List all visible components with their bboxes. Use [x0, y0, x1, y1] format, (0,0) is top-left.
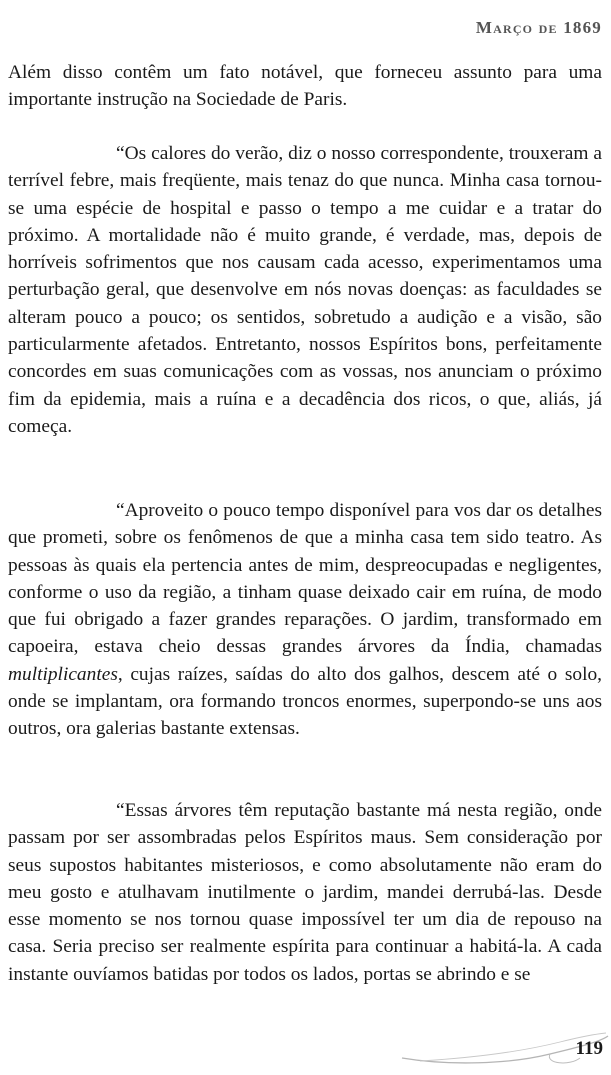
- paragraph-4: [8, 797, 602, 988]
- paragraph-2-text: “Os calores do verão, diz o nosso correspondente, trouxeram a terrível febre, mais freqüente, mais tenaz do que nunca. Minha casa tornou-se uma espécie de hospital e passo o tempo a me cuidar e a tratar do próximo. A mortalidade não é muito grande, é verdade, mas, depois de horríveis sofrimentos que nos causam cada acesso, experimentamos uma perturbação geral, que desenvolve em nós novas doenças: as faculdades se alteram pouco a pouco; os sentidos, sobretudo a audição e a visão, são particularmente afetados. Entretanto, nossos Espíritos bons, perfeitamente concordes em suas comunicações com as vossas, nos anunciam o próximo fim da epidemia, mais a ruína e a decadência dos ricos, o que, aliás, já começa.: [8, 143, 602, 437]
- paragraph-1-text: Além disso contêm um fato notável, que forneceu assunto para uma importante instrução na Sociedade de Paris.: [8, 62, 602, 111]
- paragraph-1: [8, 59, 602, 114]
- running-head: Março de 1869: [475, 18, 602, 37]
- page-number: 119: [575, 1038, 603, 1059]
- paragraph-3-end: , cujas raízes, saídas do alto dos galhos, descem até o solo, onde se implantam, ora formando troncos enormes, superpondo-se uns aos outros, ora galerias bastante extensas.: [8, 663, 602, 740]
- paragraph-3-start: “Aproveito o pouco tempo disponível para vos dar os detalhes que prometi, sobre os fenômenos de que a minha casa tem sido teatro. As pessoas às quais ela pertencia antes de mim, despreocupadas e negligentes, conforme o uso da região, a tinham quase deixado cair em ruína, de modo que fui obrigado a fazer grandes reparações. O jardim, transformado em capoeira, estava cheio dessas grandes árvores da Índia, chamadas: [8, 500, 602, 658]
- italic-term: multiplicantes: [8, 663, 118, 685]
- paragraph-4-text: “Essas árvores têm reputação bastante má nesta região, onde passam por ser assombradas pelos Espíritos maus. Sem consideração por seus supostos habitantes misteriosos, e como absolutamente não eram do meu gosto e atulhavam inutilmente o jardim, mandei derrubá-las. Desde esse momento se nos tornou quase impossível ter um dia de repouso na casa. Seria preciso ser realmente espírita para continuar a habitá-la. A cada instante ouvíamos batidas por todos os lados, portas se abrindo e se: [8, 800, 602, 985]
- paragraph-3: [8, 497, 602, 743]
- paragraph-3-text: [8, 497, 602, 743]
- paragraph-2: [8, 140, 602, 440]
